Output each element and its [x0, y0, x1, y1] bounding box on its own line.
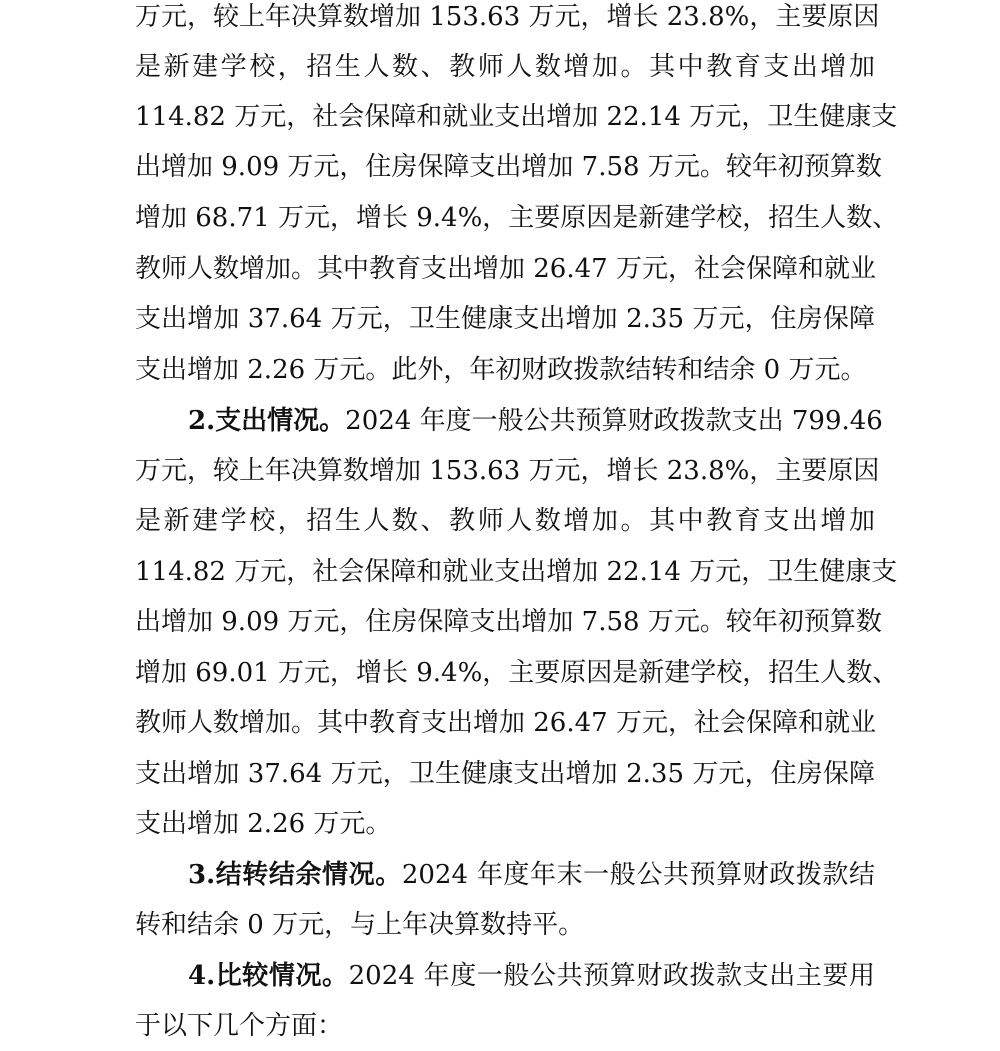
paragraph-2-line-6: 教师人数增加。其中教育支出增加 26.47 万元，社会保障和就业: [135, 708, 876, 738]
paragraph-2-line-1: 万元，较上年决算数增加 153.63 万元，增长 23.8%，主要原因: [135, 456, 880, 486]
paragraph-2-first-line-text: 2024 年度一般公共预算财政拨款支出 799.46: [345, 406, 883, 436]
paragraph-1-line-4: 出增加 9.09 万元，住房保障支出增加 7.58 万元。较年初预算数: [135, 152, 882, 182]
paragraph-4-first-line: [188, 951, 875, 1001]
paragraph-1-line-7: 支出增加 37.64 万元，卫生健康支出增加 2.35 万元，住房保障: [135, 304, 875, 334]
paragraph-2-heading: 2.支出情况。: [188, 406, 346, 436]
paragraph-1-line-6: 教师人数增加。其中教育支出增加 26.47 万元，社会保障和就业: [135, 254, 876, 284]
paragraph-1-line-8: 支出增加 2.26 万元。此外，年初财政拨款结转和结余 0 万元。: [135, 355, 867, 385]
paragraph-2-line-5: 增加 69.01 万元，增长 9.4%，主要原因是新建学校，招生人数、: [135, 658, 899, 688]
paragraph-1-line-1: 万元，较上年决算数增加 153.63 万元，增长 23.8%，主要原因: [135, 2, 880, 32]
paragraph-2-line-7: 支出增加 37.64 万元，卫生健康支出增加 2.35 万元，住房保障: [135, 759, 875, 789]
paragraph-4-heading: 4.比较情况。: [188, 961, 349, 991]
paragraph-3-first-line: [188, 850, 875, 900]
paragraph-1-line-5: 增加 68.71 万元，增长 9.4%，主要原因是新建学校，招生人数、: [135, 203, 899, 233]
paragraph-2-line-4: 出增加 9.09 万元，住房保障支出增加 7.58 万元。较年初预算数: [135, 607, 882, 637]
paragraph-2-line-8: 支出增加 2.26 万元。: [135, 809, 392, 839]
paragraph-3-line-1: 转和结余 0 万元，与上年决算数持平。: [135, 910, 585, 940]
paragraph-3-first-line-text: 2024 年度年末一般公共预算财政拨款结: [401, 860, 875, 890]
paragraph-4-first-line-text: 2024 年度一般公共预算财政拨款支出主要用: [348, 961, 875, 991]
paragraph-1-line-3: 114.82 万元，社会保障和就业支出增加 22.14 万元，卫生健康支: [135, 102, 898, 132]
paragraph-4-line-1: 于以下几个方面：: [135, 1011, 344, 1041]
paragraph-2-line-2: 是新建学校，招生人数、教师人数增加。其中教育支出增加: [135, 506, 875, 536]
paragraph-1-line-2: 是新建学校，招生人数、教师人数增加。其中教育支出增加: [135, 52, 875, 82]
paragraph-2-first-line: [188, 396, 883, 446]
paragraph-3-heading: 3.结转结余情况。: [188, 860, 402, 890]
paragraph-2-line-3: 114.82 万元，社会保障和就业支出增加 22.14 万元，卫生健康支: [135, 557, 898, 587]
